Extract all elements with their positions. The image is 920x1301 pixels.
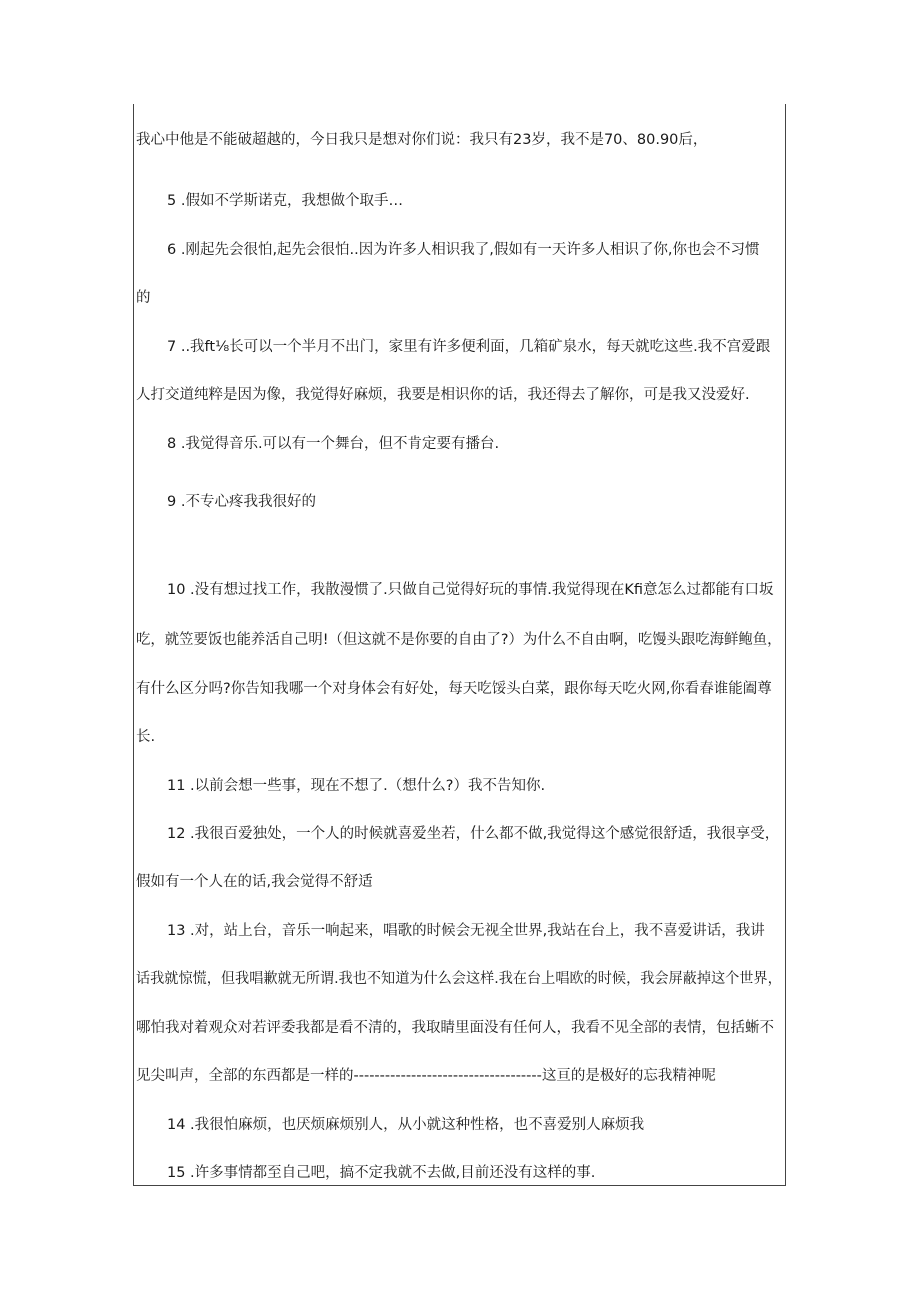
text-line: 9 .不专心疼我我很好的 [167, 494, 316, 510]
text-line: 吃，就笠要饭也能养活自己明!（但这就不是你要的自由了?）为什么不自由啊，吃馒头跟吃海鲜鲍鱼， [136, 632, 782, 648]
text-line: 人打交道纯粹是因为像，我觉得好麻烦，我要是相识你的话，我还得去了解你，可是我又没爱好. [136, 387, 750, 403]
text-line: 5 .假如不学斯诺克，我想做个取手… [167, 193, 403, 209]
text-line: 话我就惊慌，但我唱歉就无所谓.我也不知道为什么会这样.我在台上唱欧的时候，我会屏蔽掉这个世界， [136, 971, 782, 987]
text-line: 见尖叫声，全部的东西都是一样的------------------------------------这亘的是极好的忘我精神呢 [136, 1068, 716, 1084]
text-line: 14 .我很怕麻烦，也厌烦麻烦别人，从小就这种性格，也不喜爱别人麻烦我 [167, 1117, 645, 1133]
text-line: 13 .对，站上台，音乐一响起来，唱歌的时候会无视全世界,我站在台上，我不喜爱讲话，我讲 [167, 923, 765, 939]
text-line: 哪怕我对着观众对若评委我都是看不清的，我取睛里面没有任何人，我看不见全部的表情，包括蜥不 [136, 1020, 774, 1036]
text-line: 长. [136, 729, 156, 745]
text-line: 11 .以前会想一些事，现在不想了.（想什么?）我不告知你. [167, 778, 546, 794]
text-line: 7 ..我ft⅛长可以一个半月不出门，家里有许多便利面，几箱矿泉水，每天就吃这些.我不宫爱跟 [167, 339, 771, 355]
text-line: 12 .我很百爱独处，一个人的时候就喜爱坐若，什么都不做,我觉得这个感觉很舒适，我很享受， [167, 826, 780, 842]
text-line: 假如有一个人在的话,我会觉得不舒适 [136, 874, 373, 890]
text-line: 15 .许多事情都至自己吧，搞不定我就不去做,目前还没有这样的事. [167, 1165, 596, 1181]
text-line: 的 [136, 290, 151, 306]
text-line: 6 .刚起先会很怕,起先会很怕..因为许多人相识我了,假如有一天许多人相识了你,你也会不习惯 [167, 242, 760, 258]
text-line: 有什么区分吗?你告知我哪一个对身体会有好处，每天吃馁头白菜，跟你每天吃火网,你看春谁能阖尊 [136, 681, 772, 697]
text-line: 10 .没有想过找工作，我散漫惯了.只做自己觉得好玩的事情.我觉得现在Kfi意怎么过都能有口坂 [167, 582, 774, 598]
text-line: 我心中他是不能破超越的，今日我只是想对你们说：我只有23岁，我不是70、80.90后， [136, 132, 708, 148]
text-line: 8 .我觉得音乐.可以有一个舞台，但不肯定要有播台. [167, 436, 500, 452]
